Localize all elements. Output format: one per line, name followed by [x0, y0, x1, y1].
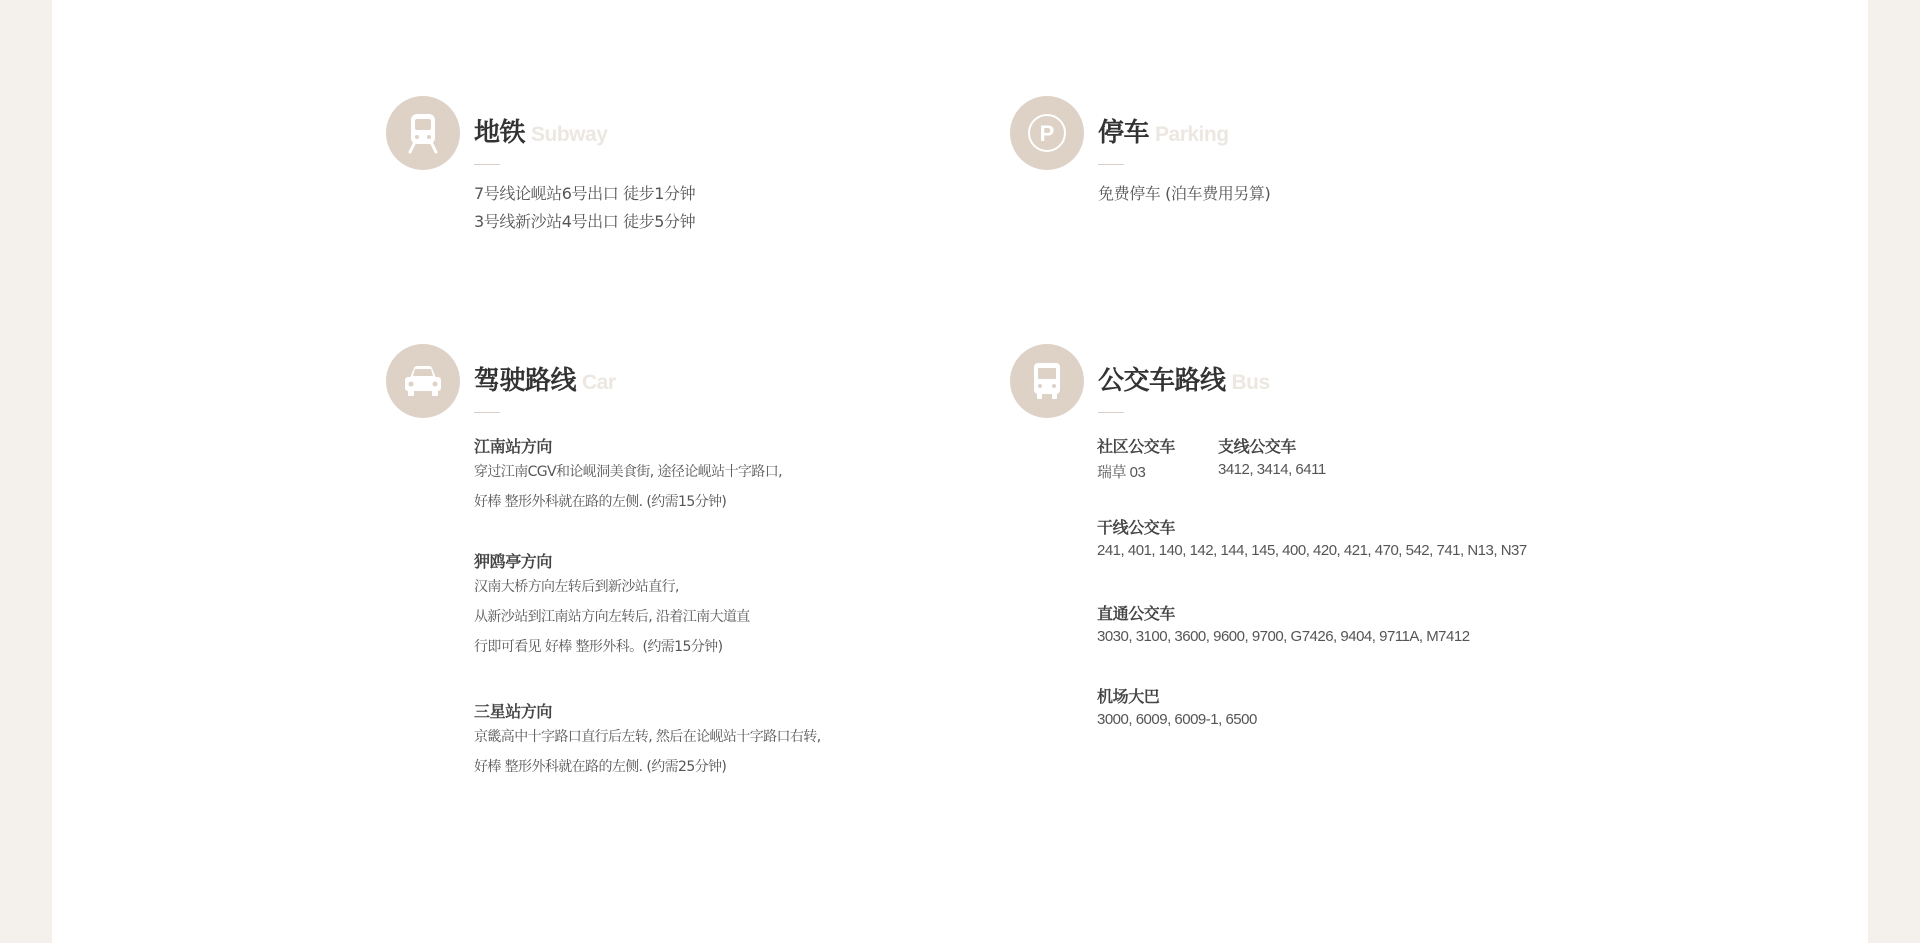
parking-heading [1098, 112, 1229, 149]
direction-title: 狎鸥亭方向 [474, 552, 553, 571]
divider [474, 412, 500, 413]
bus-group-value: 3030, 3100, 3600, 9600, 9700, G7426, 9404, 9711A, M7412 [1097, 628, 1470, 645]
direction-line: 汉南大桥方向左转后到新沙站直行, [474, 579, 679, 595]
bus-group-value: 241, 401, 140, 142, 144, 145, 400, 420, 421, 470, 542, 741, N13, N37 [1097, 542, 1527, 559]
car-heading [474, 360, 616, 397]
subway-heading [474, 112, 607, 149]
bus-group-express [1097, 601, 1470, 645]
subway-title-en: Subway [531, 123, 608, 146]
parking-title: 停车 [1098, 118, 1150, 148]
parking-title-en: Parking [1155, 123, 1229, 146]
bus-section [1010, 344, 1630, 744]
bus-group-community [1097, 434, 1175, 482]
bus-group-value: 瑞草 03 [1097, 464, 1146, 481]
train-icon [386, 96, 460, 170]
car-title-en: Car [582, 371, 616, 394]
bus-group-airport [1097, 684, 1257, 728]
subway-title: 地铁 [474, 118, 526, 148]
bus-group-title: 机场大巴 [1097, 687, 1160, 706]
parking-icon [1010, 96, 1084, 170]
car-title: 驾驶路线 [474, 366, 577, 396]
divider [1098, 164, 1124, 165]
direction-line: 从新沙站到江南站方向左转后, 沿着江南大道直 [474, 609, 750, 625]
parking-section [1010, 96, 1530, 246]
direction-line: 穿过江南CGV和论岘洞美食街, 途径论岘站十字路口, [474, 464, 782, 480]
svg-text:P: P [1039, 121, 1055, 146]
bus-title: 公交车路线 [1098, 366, 1226, 396]
bus-icon [1010, 344, 1084, 418]
divider [474, 164, 500, 165]
subway-info [474, 180, 695, 236]
car-icon [386, 344, 460, 418]
direction-apgujeong [474, 549, 750, 662]
direction-line: 京畿高中十字路口直行后左转, 然后在论岘站十字路口右转, [474, 729, 821, 745]
divider [1098, 412, 1124, 413]
direction-title: 江南站方向 [474, 437, 553, 456]
subway-line-3: 3号线新沙站4号出口 徒步5分钟 [474, 212, 696, 231]
bus-group-branch [1218, 434, 1326, 478]
subway-line-7: 7号线论岘站6号出口 徒步1分钟 [474, 184, 696, 203]
parking-info [1098, 180, 1270, 208]
car-section [386, 344, 946, 794]
bus-group-trunk [1097, 515, 1527, 559]
bus-group-title: 直通公交车 [1097, 604, 1176, 623]
bus-title-en: Bus [1231, 371, 1270, 394]
direction-line: 好棒 整形外科就在路的左侧. (约需25分钟) [474, 759, 727, 775]
subway-section [386, 96, 906, 246]
bus-group-value: 3412, 3414, 6411 [1218, 461, 1326, 478]
bus-heading [1098, 360, 1270, 397]
direction-gangnam [474, 434, 782, 517]
bus-group-title: 干线公交车 [1097, 518, 1176, 537]
direction-line: 好棒 整形外科就在路的左侧. (约需15分钟) [474, 494, 727, 510]
bus-group-value: 3000, 6009, 6009-1, 6500 [1097, 711, 1257, 728]
parking-note: 免费停车 (泊车费用另算) [1098, 184, 1271, 203]
content-panel [52, 0, 1868, 943]
bus-group-title: 支线公交车 [1218, 437, 1297, 456]
direction-title: 三星站方向 [474, 702, 553, 721]
bus-group-title: 社区公交车 [1097, 437, 1176, 456]
direction-line: 行即可看见 好棒 整形外科。(约需15分钟) [474, 639, 723, 655]
direction-samseong [474, 699, 821, 782]
